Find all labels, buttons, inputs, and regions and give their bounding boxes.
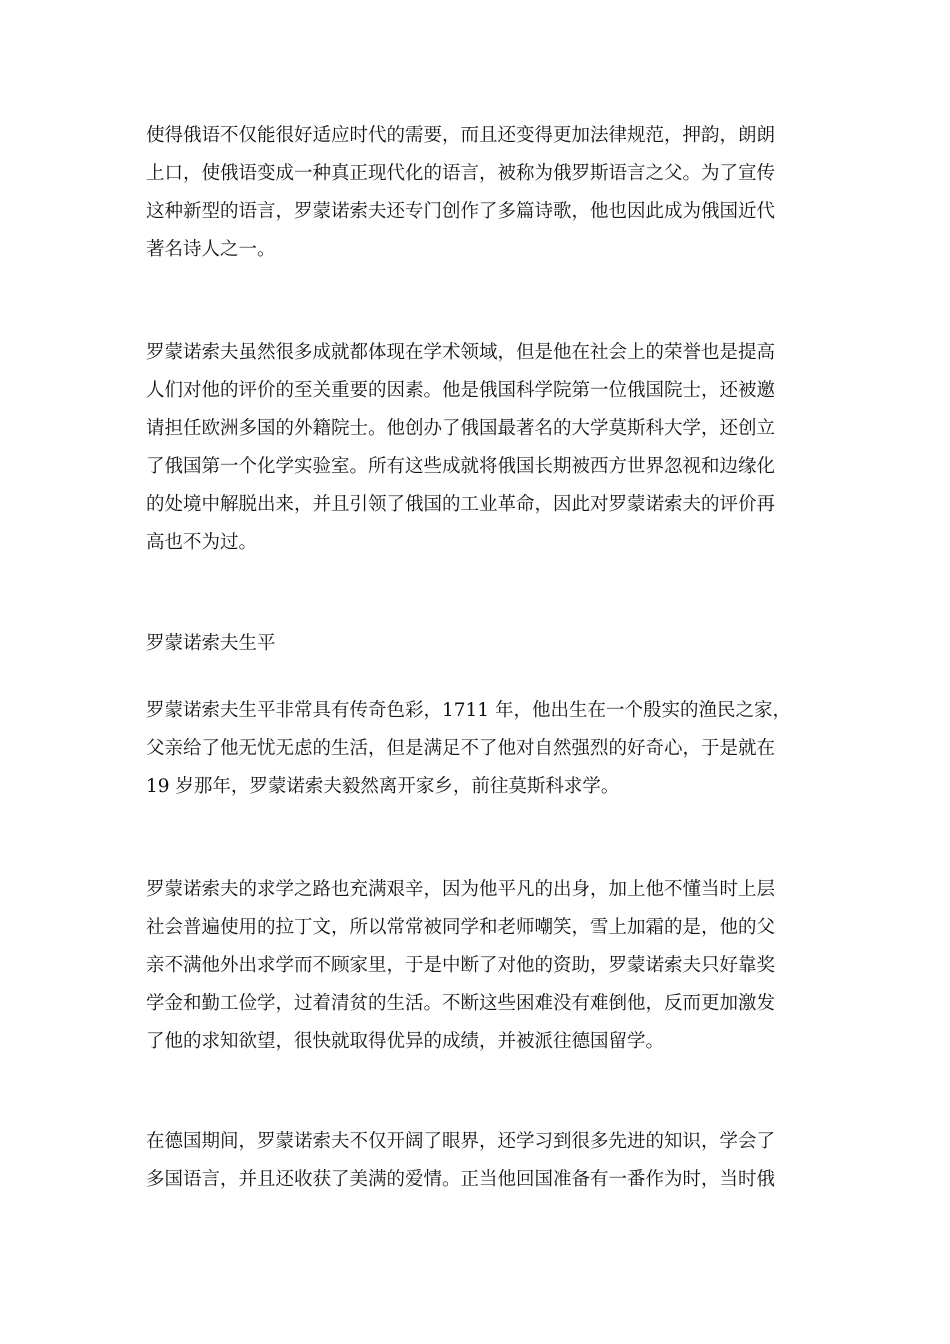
paragraph-1-line-3: 这种新型的语言，罗蒙诺索夫还专门创作了多篇诗歌，他也因此成为俄国近代 [146,201,776,222]
paragraph-2-line-4: 了俄国第一个化学实验室。所有这些成就将俄国长期被西方世界忽视和边缘化 [146,456,776,477]
paragraph-1-line-1: 使得俄语不仅能很好适应时代的需要，而且还变得更加法律规范，押韵，朗朗 [146,125,776,146]
paragraph-2-line-5: 的处境中解脱出来，并且引领了俄国的工业革命，因此对罗蒙诺索夫的评价再 [146,494,776,515]
paragraph-1-line-2: 上口，使俄语变成一种真正现代化的语言，被称为俄罗斯语言之父。为了宣传 [146,163,776,184]
paragraph-2-line-3: 请担任欧洲多国的外籍院士。他创办了俄国最著名的大学莫斯科大学，还创立 [146,418,776,439]
paragraph-4-line-1: 罗蒙诺索夫的求学之路也充满艰辛，因为他平凡的出身，加上他不懂当时上层 [146,879,776,900]
paragraph-4-line-3: 亲不满他外出求学而不顾家里，于是中断了对他的资助，罗蒙诺索夫只好靠奖 [146,955,776,976]
paragraph-5-line-2: 多国语言，并且还收获了美满的爱情。正当他回国准备有一番作为时，当时俄 [146,1169,776,1190]
paragraph-5-line-1: 在德国期间，罗蒙诺索夫不仅开阔了眼界，还学习到很多先进的知识，学会了 [146,1131,776,1152]
paragraph-3-line-3: 19 岁那年，罗蒙诺索夫毅然离开家乡，前往莫斯科求学。 [146,776,620,797]
section-heading: 罗蒙诺索夫生平 [146,633,276,654]
paragraph-2-line-6: 高也不为过。 [146,532,258,553]
paragraph-3-line-2: 父亲给了他无忧无虑的生活，但是满足不了他对自然强烈的好奇心，于是就在 [146,738,776,759]
paragraph-4-line-5: 了他的求知欲望，很快就取得优异的成绩，并被派往德国留学。 [146,1031,665,1052]
paragraph-3-line-1: 罗蒙诺索夫生平非常具有传奇色彩，1711 年，他出生在一个殷实的渔民之家， [146,700,791,721]
paragraph-4-line-2: 社会普遍使用的拉丁文，所以常常被同学和老师嘲笑，雪上加霜的是，他的父 [146,917,776,938]
paragraph-2-line-2: 人们对他的评价的至关重要的因素。他是俄国科学院第一位俄国院士，还被邀 [146,380,776,401]
paragraph-2-line-1: 罗蒙诺索夫虽然很多成就都体现在学术领域，但是他在社会上的荣誉也是提高 [146,342,776,363]
paragraph-4-line-4: 学金和勤工俭学，过着清贫的生活。不断这些困难没有难倒他，反而更加激发 [146,993,776,1014]
paragraph-1-line-4: 著名诗人之一。 [146,239,276,260]
